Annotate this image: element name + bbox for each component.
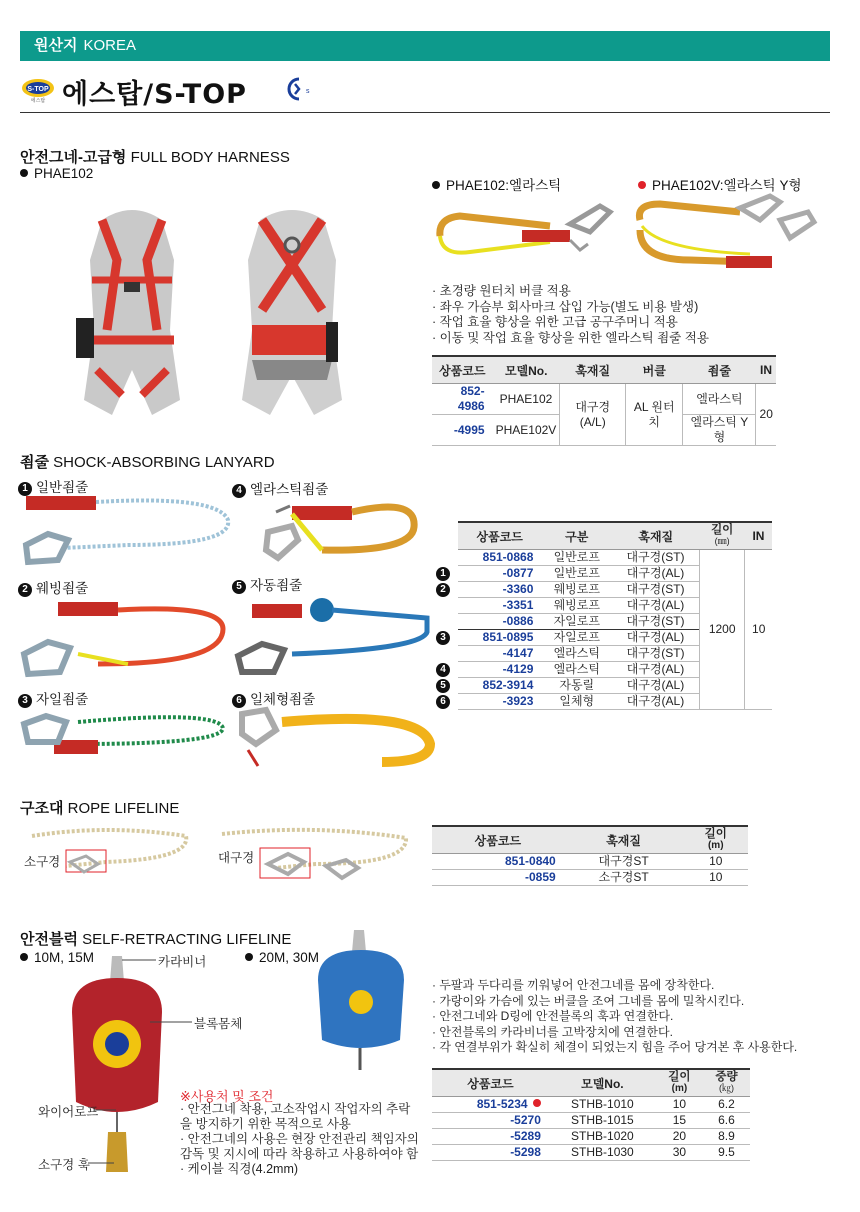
col-header: 훅재질 xyxy=(564,826,684,854)
brand-header xyxy=(20,72,830,113)
model-no: STHB-1015 xyxy=(549,1113,656,1129)
length-value: 10 xyxy=(684,870,749,886)
variant1-bullet xyxy=(432,174,561,194)
callout-small-hook: 소구경 훅 xyxy=(38,1158,90,1172)
col-header xyxy=(684,826,749,854)
s-top-logo-icon xyxy=(20,75,56,103)
rope-spec-table xyxy=(432,825,748,886)
col-header xyxy=(656,1069,703,1097)
harness-note: · 이동 및 작업 효율 향상을 위한 엘라스틱 죔줄 적용 xyxy=(432,331,832,347)
length-value: 1200 xyxy=(699,550,745,710)
col-header: 구분 xyxy=(541,522,612,550)
brand-title: 에스탑/S-TOP xyxy=(62,79,247,110)
rope-lanyard-image xyxy=(18,490,236,572)
rope-title-ko: 구조대 xyxy=(20,800,64,817)
caution-list xyxy=(180,1102,420,1177)
srl-note: · 각 연결부위가 확실히 체결이 되었는지 힘을 주어 당겨본 후 사용한다. xyxy=(432,1040,837,1056)
svg-text:s: s xyxy=(306,88,310,95)
lanyard-kind: 자일로프 xyxy=(541,614,612,630)
harness-title-ko: 안전그네-고급형 xyxy=(20,149,127,166)
table-row xyxy=(432,1145,750,1161)
lanyard-kind: 엘라스틱 xyxy=(541,662,612,678)
length-unit: (㎜) xyxy=(714,536,730,546)
hook-material: 대구경(AL) xyxy=(612,566,699,582)
srl-notes xyxy=(432,978,837,1056)
number-badge: 1 xyxy=(18,482,32,496)
product-code: -5298 xyxy=(432,1145,549,1161)
harness-note: · 좌우 가슴부 회사마크 삽입 가능(별도 비용 발생) xyxy=(432,300,832,316)
length-value: 20 xyxy=(656,1129,703,1145)
jail-lanyard-image xyxy=(18,704,228,764)
length-header: 길이 xyxy=(704,828,727,840)
product-code: -5270 xyxy=(432,1113,549,1129)
harness-model-label: PHAE102 xyxy=(34,166,94,181)
srl-blue-image xyxy=(306,930,416,1080)
hook-material: 대구경(A/L) xyxy=(560,384,626,446)
leader-line xyxy=(122,958,156,962)
hook-material: 대구경(AL) xyxy=(612,662,699,678)
model-no: STHB-1020 xyxy=(549,1129,656,1145)
table-row xyxy=(432,1113,750,1129)
number-badge: 3 xyxy=(18,694,32,708)
logo-text: S-TOP xyxy=(27,86,49,93)
col-header: 죔줄 xyxy=(683,356,756,384)
bullet-dot-icon xyxy=(20,953,28,961)
product-code: 851-0840 xyxy=(432,854,564,870)
length-unit: (m) xyxy=(671,1083,688,1094)
lanyard-title-ko: 죔줄 xyxy=(20,454,49,471)
product-code: 852-4986 xyxy=(432,384,493,415)
col-header: 상품코드 xyxy=(458,522,541,550)
webbing-lanyard-image xyxy=(18,594,228,682)
product-code: 852-3914 xyxy=(458,678,541,694)
lanyard-kind: 엘라스틱 xyxy=(541,646,612,662)
hook-material: 대구경(ST) xyxy=(612,646,699,662)
red-dot-icon xyxy=(638,181,646,189)
product-code-text: 851-5234 xyxy=(476,1097,528,1111)
caution-title: ※사용처 및 조건 xyxy=(180,1089,274,1104)
elastic-lanyard-type-image xyxy=(232,492,422,562)
col-header xyxy=(432,522,458,550)
srl-size-label: 10M, 15M xyxy=(34,950,95,965)
col-header: 모델No. xyxy=(549,1069,656,1097)
small-hook-label: 소구경 xyxy=(24,855,61,869)
hook-material: 대구경(ST) xyxy=(612,550,699,566)
harness-back-image xyxy=(222,200,362,425)
product-code: 851-0868 xyxy=(458,550,541,566)
number-badge: 6 xyxy=(232,694,246,708)
lanyard-kind: 일체형 xyxy=(541,694,612,710)
lanyard-type-label: 자동죔줄 xyxy=(250,578,303,593)
lanyard-spec-table xyxy=(432,521,772,710)
col-header: 훅재질 xyxy=(612,522,699,550)
integrated-lanyard-image xyxy=(232,704,437,774)
lanyard-type-label: 웨빙죔줄 xyxy=(36,581,89,596)
srl-note: · 안전블록의 카라비너를 고박장치에 연결한다. xyxy=(432,1025,837,1041)
model-no: STHB-1010 xyxy=(549,1097,656,1113)
row-mark: 2 xyxy=(436,583,450,597)
srl-size-label: 20M, 30M xyxy=(259,950,320,965)
lanyard-kind: 일반로프 xyxy=(541,566,612,582)
lanyard-type: 엘라스틱 xyxy=(683,384,756,415)
srl-section-title xyxy=(20,928,291,949)
callout-carabiner: 카라비너 xyxy=(158,955,207,969)
harness-notes xyxy=(432,284,832,346)
length-value: 30 xyxy=(656,1145,703,1161)
srl-note: · 두팔과 두다리를 끼워넣어 안전그네를 몸에 장착한다. xyxy=(432,978,837,994)
in-qty: 10 xyxy=(745,550,772,710)
lanyard-kind: 웨빙로프 xyxy=(541,598,612,614)
product-code: -3923 xyxy=(458,694,541,710)
weight-value: 8.9 xyxy=(703,1129,750,1145)
srl-title-ko: 안전블럭 xyxy=(20,931,78,948)
harness-model-bullet xyxy=(20,166,93,181)
product-code: 851-0895 xyxy=(458,630,541,646)
variant1-label: PHAE102:엘라스틱 xyxy=(446,178,562,193)
product-code xyxy=(432,1097,549,1113)
hook-material: 대구경(ST) xyxy=(612,582,699,598)
product-code: -4147 xyxy=(458,646,541,662)
weight-header: 중량 xyxy=(715,1071,738,1083)
lanyard-type: 엘라스틱 Y형 xyxy=(683,415,756,446)
in-qty: 20 xyxy=(756,384,776,446)
length-value: 10 xyxy=(684,854,749,870)
rope-title-en: ROPE LIFELINE xyxy=(67,800,180,817)
model-no: PHAE102 xyxy=(493,384,560,415)
product-code: -4995 xyxy=(432,415,493,446)
product-code: -4129 xyxy=(458,662,541,678)
lanyard-title-en: SHOCK-ABSORBING LANYARD xyxy=(53,454,275,471)
weight-value: 9.5 xyxy=(703,1145,750,1161)
row-mark: 6 xyxy=(436,695,450,709)
srl-title-en: SELF-RETRACTING LIFELINE xyxy=(82,931,292,948)
hook-material: 대구경(AL) xyxy=(612,694,699,710)
bullet-dot-icon xyxy=(432,181,440,189)
table-row xyxy=(432,384,776,415)
origin-value: KOREA xyxy=(83,37,136,54)
lanyard-type-label: 자일죔줄 xyxy=(36,692,89,707)
product-code: -0886 xyxy=(458,614,541,630)
model-no: PHAE102V xyxy=(493,415,560,446)
product-code: -3351 xyxy=(458,598,541,614)
hook-material: 대구경(AL) xyxy=(612,630,699,646)
leader-line xyxy=(150,1020,192,1024)
col-header xyxy=(703,1069,750,1097)
lanyard-kind: 자일로프 xyxy=(541,630,612,646)
hook-material: 대구경(ST) xyxy=(612,614,699,630)
col-header: 상품코드 xyxy=(432,826,564,854)
origin-label: 원산지 xyxy=(34,37,78,54)
variant2-label: PHAE102V:엘라스틱 Y형 xyxy=(652,178,802,193)
lanyard-type-label: 일체형죔줄 xyxy=(250,692,316,707)
product-code: -3360 xyxy=(458,582,541,598)
caution-item: · 안전그네의 사용은 현장 안전관리 책임자의 감독 및 지시에 따라 착용하고 사용하여야 함 xyxy=(180,1132,420,1162)
model-no: STHB-1030 xyxy=(549,1145,656,1161)
table-row xyxy=(432,870,748,886)
caution-item: · 케이블 직경(4.2mm) xyxy=(180,1162,420,1177)
hook-material: 대구경ST xyxy=(564,854,684,870)
col-header: 훅재질 xyxy=(560,356,626,384)
harness-front-image xyxy=(62,200,202,425)
srl-spec-table xyxy=(432,1068,750,1161)
col-header xyxy=(699,522,745,550)
caution-item: · 안전그네 착용, 고소작업시 작업자의 추락을 방지하기 위한 목적으로 사용 xyxy=(180,1102,420,1132)
length-header: 길이 xyxy=(668,1071,691,1083)
row-mark: 3 xyxy=(436,631,450,645)
leader-line xyxy=(94,1108,116,1112)
auto-lanyard-image xyxy=(232,594,432,676)
number-badge: 2 xyxy=(18,583,32,597)
length-unit: (m) xyxy=(707,840,724,851)
harness-note: · 작업 효율 향상을 위한 고급 공구주머니 적용 xyxy=(432,315,832,331)
number-badge: 4 xyxy=(232,484,246,498)
length-value: 15 xyxy=(656,1113,703,1129)
elastic-lanyard-image xyxy=(430,196,615,276)
harness-spec-table xyxy=(432,355,776,446)
col-header: IN xyxy=(745,522,772,550)
harness-title-en: FULL BODY HARNESS xyxy=(130,149,290,166)
hook-material: 대구경(AL) xyxy=(612,678,699,694)
lanyard-section-title xyxy=(20,451,275,472)
table-row xyxy=(432,550,772,566)
number-badge: 5 xyxy=(232,580,246,594)
harness-section-title xyxy=(20,146,290,167)
rope-section-title xyxy=(20,797,179,818)
hook-material: 소구경ST xyxy=(564,870,684,886)
table-row xyxy=(432,1129,750,1145)
red-dot-icon xyxy=(533,1099,541,1107)
kc-mark-icon xyxy=(286,76,312,102)
product-code: -0877 xyxy=(458,566,541,582)
lanyard-type-label: 일반죔줄 xyxy=(36,480,89,495)
row-mark: 1 xyxy=(436,567,450,581)
buckle: AL 원터치 xyxy=(626,384,683,446)
lanyard-kind: 일반로프 xyxy=(541,550,612,566)
callout-block-body: 블록몸체 xyxy=(194,1017,243,1031)
col-header: 상품코드 xyxy=(432,356,493,384)
weight-value: 6.6 xyxy=(703,1113,750,1129)
row-mark: 4 xyxy=(436,663,450,677)
srl-note: · 안전그네와 D링에 안전블록의 훅과 연결한다. xyxy=(432,1009,837,1025)
harness-note: · 초경량 원터치 버클 적용 xyxy=(432,284,832,300)
table-row xyxy=(432,854,748,870)
product-code: -0859 xyxy=(432,870,564,886)
callout-wire-rope: 와이어로프 xyxy=(38,1105,99,1119)
bullet-dot-icon xyxy=(20,169,28,177)
origin-bar xyxy=(20,31,830,61)
leader-line xyxy=(88,1161,114,1165)
lanyard-type-label: 엘라스틱죔줄 xyxy=(250,482,329,497)
lanyard-type-5 xyxy=(232,574,302,594)
srl-note: · 가랑이와 가슴에 있는 버클을 조여 그네를 몸에 밀착시킨다. xyxy=(432,994,837,1010)
large-hook-label: 대구경 xyxy=(218,851,255,865)
logo-sub: 에스탑 xyxy=(30,98,46,103)
col-header: IN xyxy=(756,356,776,384)
lanyard-kind: 웨빙로프 xyxy=(541,582,612,598)
hook-material: 대구경(AL) xyxy=(612,598,699,614)
col-header: 버클 xyxy=(626,356,683,384)
elastic-y-lanyard-image xyxy=(630,190,820,280)
srl-red-image xyxy=(62,952,172,1184)
row-mark: 5 xyxy=(436,679,450,693)
weight-value: 6.2 xyxy=(703,1097,750,1113)
table-row xyxy=(432,1097,750,1113)
length-header: 길이 xyxy=(711,524,734,536)
lanyard-kind: 자동릴 xyxy=(541,678,612,694)
length-value: 10 xyxy=(656,1097,703,1113)
col-header: 모델No. xyxy=(493,356,560,384)
col-header: 상품코드 xyxy=(432,1069,549,1097)
product-code: -5289 xyxy=(432,1129,549,1145)
bullet-dot-icon xyxy=(245,953,253,961)
weight-unit: (㎏) xyxy=(718,1083,734,1093)
